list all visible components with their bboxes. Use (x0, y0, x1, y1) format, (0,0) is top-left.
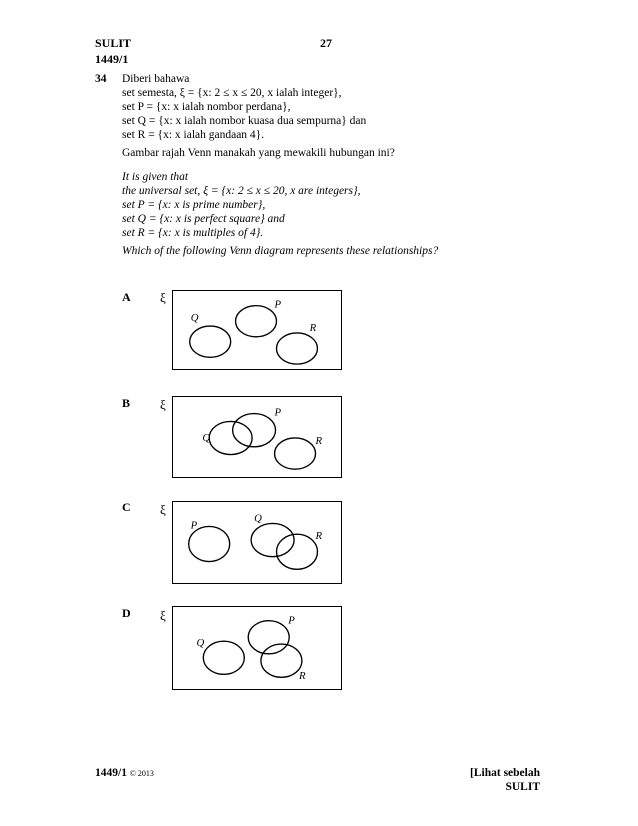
venn-diagram-a[interactable] (172, 290, 342, 370)
option-a-letter[interactable]: A (122, 290, 131, 304)
english-line-1: It is given that (122, 171, 189, 183)
footer-sulit: SULIT (505, 781, 540, 793)
option-d-universal-symbol: ξ (160, 608, 166, 623)
set-p-circle (236, 306, 277, 337)
footer-paper-code (95, 767, 154, 779)
english-line-4: set Q = {x: x is perfect square} and (122, 213, 285, 225)
set-r-circle (277, 534, 318, 569)
set-p-circle (189, 526, 230, 561)
footer-turn-over: [Lihat sebelah (470, 767, 540, 779)
option-b-universal-symbol: ξ (160, 397, 166, 412)
english-line-2: the universal set, ξ = {x: 2 ≤ x ≤ 20, x are integers}, (122, 185, 361, 197)
set-r-label: R (309, 321, 317, 334)
malay-line-4: set Q = {x: x ialah nombor kuasa dua sempurna} dan (122, 115, 367, 127)
venn-diagram-c[interactable] (172, 501, 342, 584)
english-line-3: set P = {x: x is prime number}, (122, 199, 266, 211)
header-sulit: SULIT (95, 36, 132, 50)
set-r-circle (275, 438, 316, 469)
malay-prompt: Gambar rajah Venn manakah yang mewakili hubungan ini? (122, 147, 395, 159)
set-r-label: R (315, 434, 323, 447)
english-prompt: Which of the following Venn diagram represents these relationships? (122, 245, 439, 257)
set-p-circle (233, 414, 276, 447)
page-number: 27 (320, 36, 332, 50)
malay-line-3: set P = {x: x ialah nombor perdana}, (122, 101, 291, 113)
set-q-circle (203, 641, 244, 674)
set-p-label: P (274, 406, 282, 419)
set-r-label: R (315, 530, 323, 543)
set-q-label: Q (196, 637, 205, 650)
set-q-label: Q (190, 312, 199, 325)
set-q-circle (190, 326, 231, 357)
set-p-circle (248, 621, 289, 654)
venn-a-svg (173, 291, 341, 369)
option-c-universal-symbol: ξ (160, 502, 166, 517)
set-q-label: Q (202, 431, 211, 444)
option-b-letter[interactable]: B (122, 396, 131, 410)
set-q-circle (251, 523, 294, 556)
header-paper-code: 1449/1 (95, 52, 129, 66)
venn-b-svg (173, 397, 341, 477)
set-r-circle (277, 333, 318, 364)
set-q-circle (209, 421, 252, 454)
venn-d-svg (173, 607, 341, 689)
venn-diagram-b[interactable] (172, 396, 342, 478)
set-p-label: P (190, 519, 198, 532)
option-d-letter[interactable]: D (122, 606, 131, 620)
set-q-label: Q (254, 512, 262, 525)
english-line-5: set R = {x: x is multiples of 4}. (122, 227, 264, 239)
set-p-label: P (288, 614, 295, 627)
malay-line-2: set semesta, ξ = {x: 2 ≤ x ≤ 20, x ialah integer}, (122, 87, 342, 99)
option-a-universal-symbol: ξ (160, 290, 166, 305)
footer-code: 1449/1 (95, 767, 127, 779)
malay-line-1: Diberi bahawa (122, 73, 190, 85)
footer-copyright: © 2013 (129, 769, 154, 778)
set-p-label: P (274, 298, 282, 311)
venn-c-svg (173, 502, 341, 583)
set-r-circle (261, 644, 302, 677)
option-c-letter[interactable]: C (122, 500, 131, 514)
venn-diagram-d[interactable] (172, 606, 342, 690)
question-number: 34 (95, 73, 107, 85)
malay-line-5: set R = {x: x ialah gandaan 4}. (122, 129, 265, 141)
set-r-label: R (298, 670, 306, 683)
